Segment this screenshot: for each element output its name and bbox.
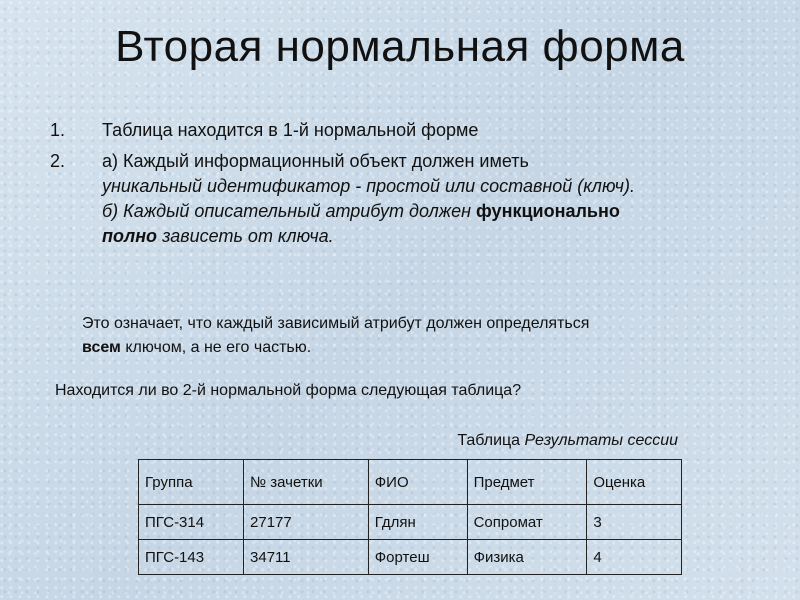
- list-item-text-italic: уникальный идентификатор - простой или составной (ключ).: [102, 176, 635, 196]
- table-cell: ПГС-143: [139, 540, 244, 575]
- emphasis-bold: полно: [102, 226, 158, 246]
- table-cell: Фортеш: [368, 540, 467, 575]
- table-header-row: [139, 460, 682, 505]
- emphasis-bold: функционально: [476, 201, 620, 221]
- column-header: Оценка: [587, 460, 682, 505]
- table-cell: 34711: [244, 540, 369, 575]
- list-item-text: Таблица находится в 1-й нормальной форме: [102, 120, 479, 140]
- caption-table-name: Результаты сессии: [524, 432, 678, 449]
- note-text: Это означает, что каждый зависимый атрибут должен определяться: [82, 315, 590, 332]
- table-cell: 27177: [244, 505, 369, 540]
- emphasis-bold: всем: [82, 339, 121, 356]
- list-item-number: 1.: [50, 120, 66, 140]
- list-item-text: а) Каждый информационный объект должен иметь: [102, 151, 529, 171]
- table-cell: Сопромат: [467, 505, 587, 540]
- requirements-list: [50, 118, 750, 255]
- list-item-text-italic: зависеть от ключа.: [162, 226, 334, 246]
- table-cell: ПГС-314: [139, 505, 244, 540]
- table-cell: 4: [587, 540, 682, 575]
- caption-prefix: Таблица: [457, 432, 521, 449]
- table-cell: Физика: [467, 540, 587, 575]
- table-cell: 3: [587, 505, 682, 540]
- list-item-number: 2.: [50, 151, 66, 171]
- session-results-table: [138, 459, 682, 575]
- column-header: Группа: [139, 460, 244, 505]
- column-header: Предмет: [467, 460, 587, 505]
- table-caption: [457, 432, 678, 450]
- column-header: ФИО: [368, 460, 467, 505]
- note-text: ключом, а не его частью.: [125, 339, 312, 356]
- table-cell: Гдлян: [368, 505, 467, 540]
- table-row: [139, 505, 682, 540]
- explanation-note: [82, 312, 732, 360]
- table-row: [139, 540, 682, 575]
- list-item-text-italic: б) Каждый описательный атрибут должен: [102, 201, 472, 221]
- list-item: [50, 118, 750, 143]
- column-header: № зачетки: [244, 460, 369, 505]
- slide-title: Вторая нормальная форма: [115, 22, 685, 71]
- list-item: [50, 149, 750, 249]
- question-text: Находится ли во 2-й нормальной форма следующая таблица?: [55, 382, 522, 399]
